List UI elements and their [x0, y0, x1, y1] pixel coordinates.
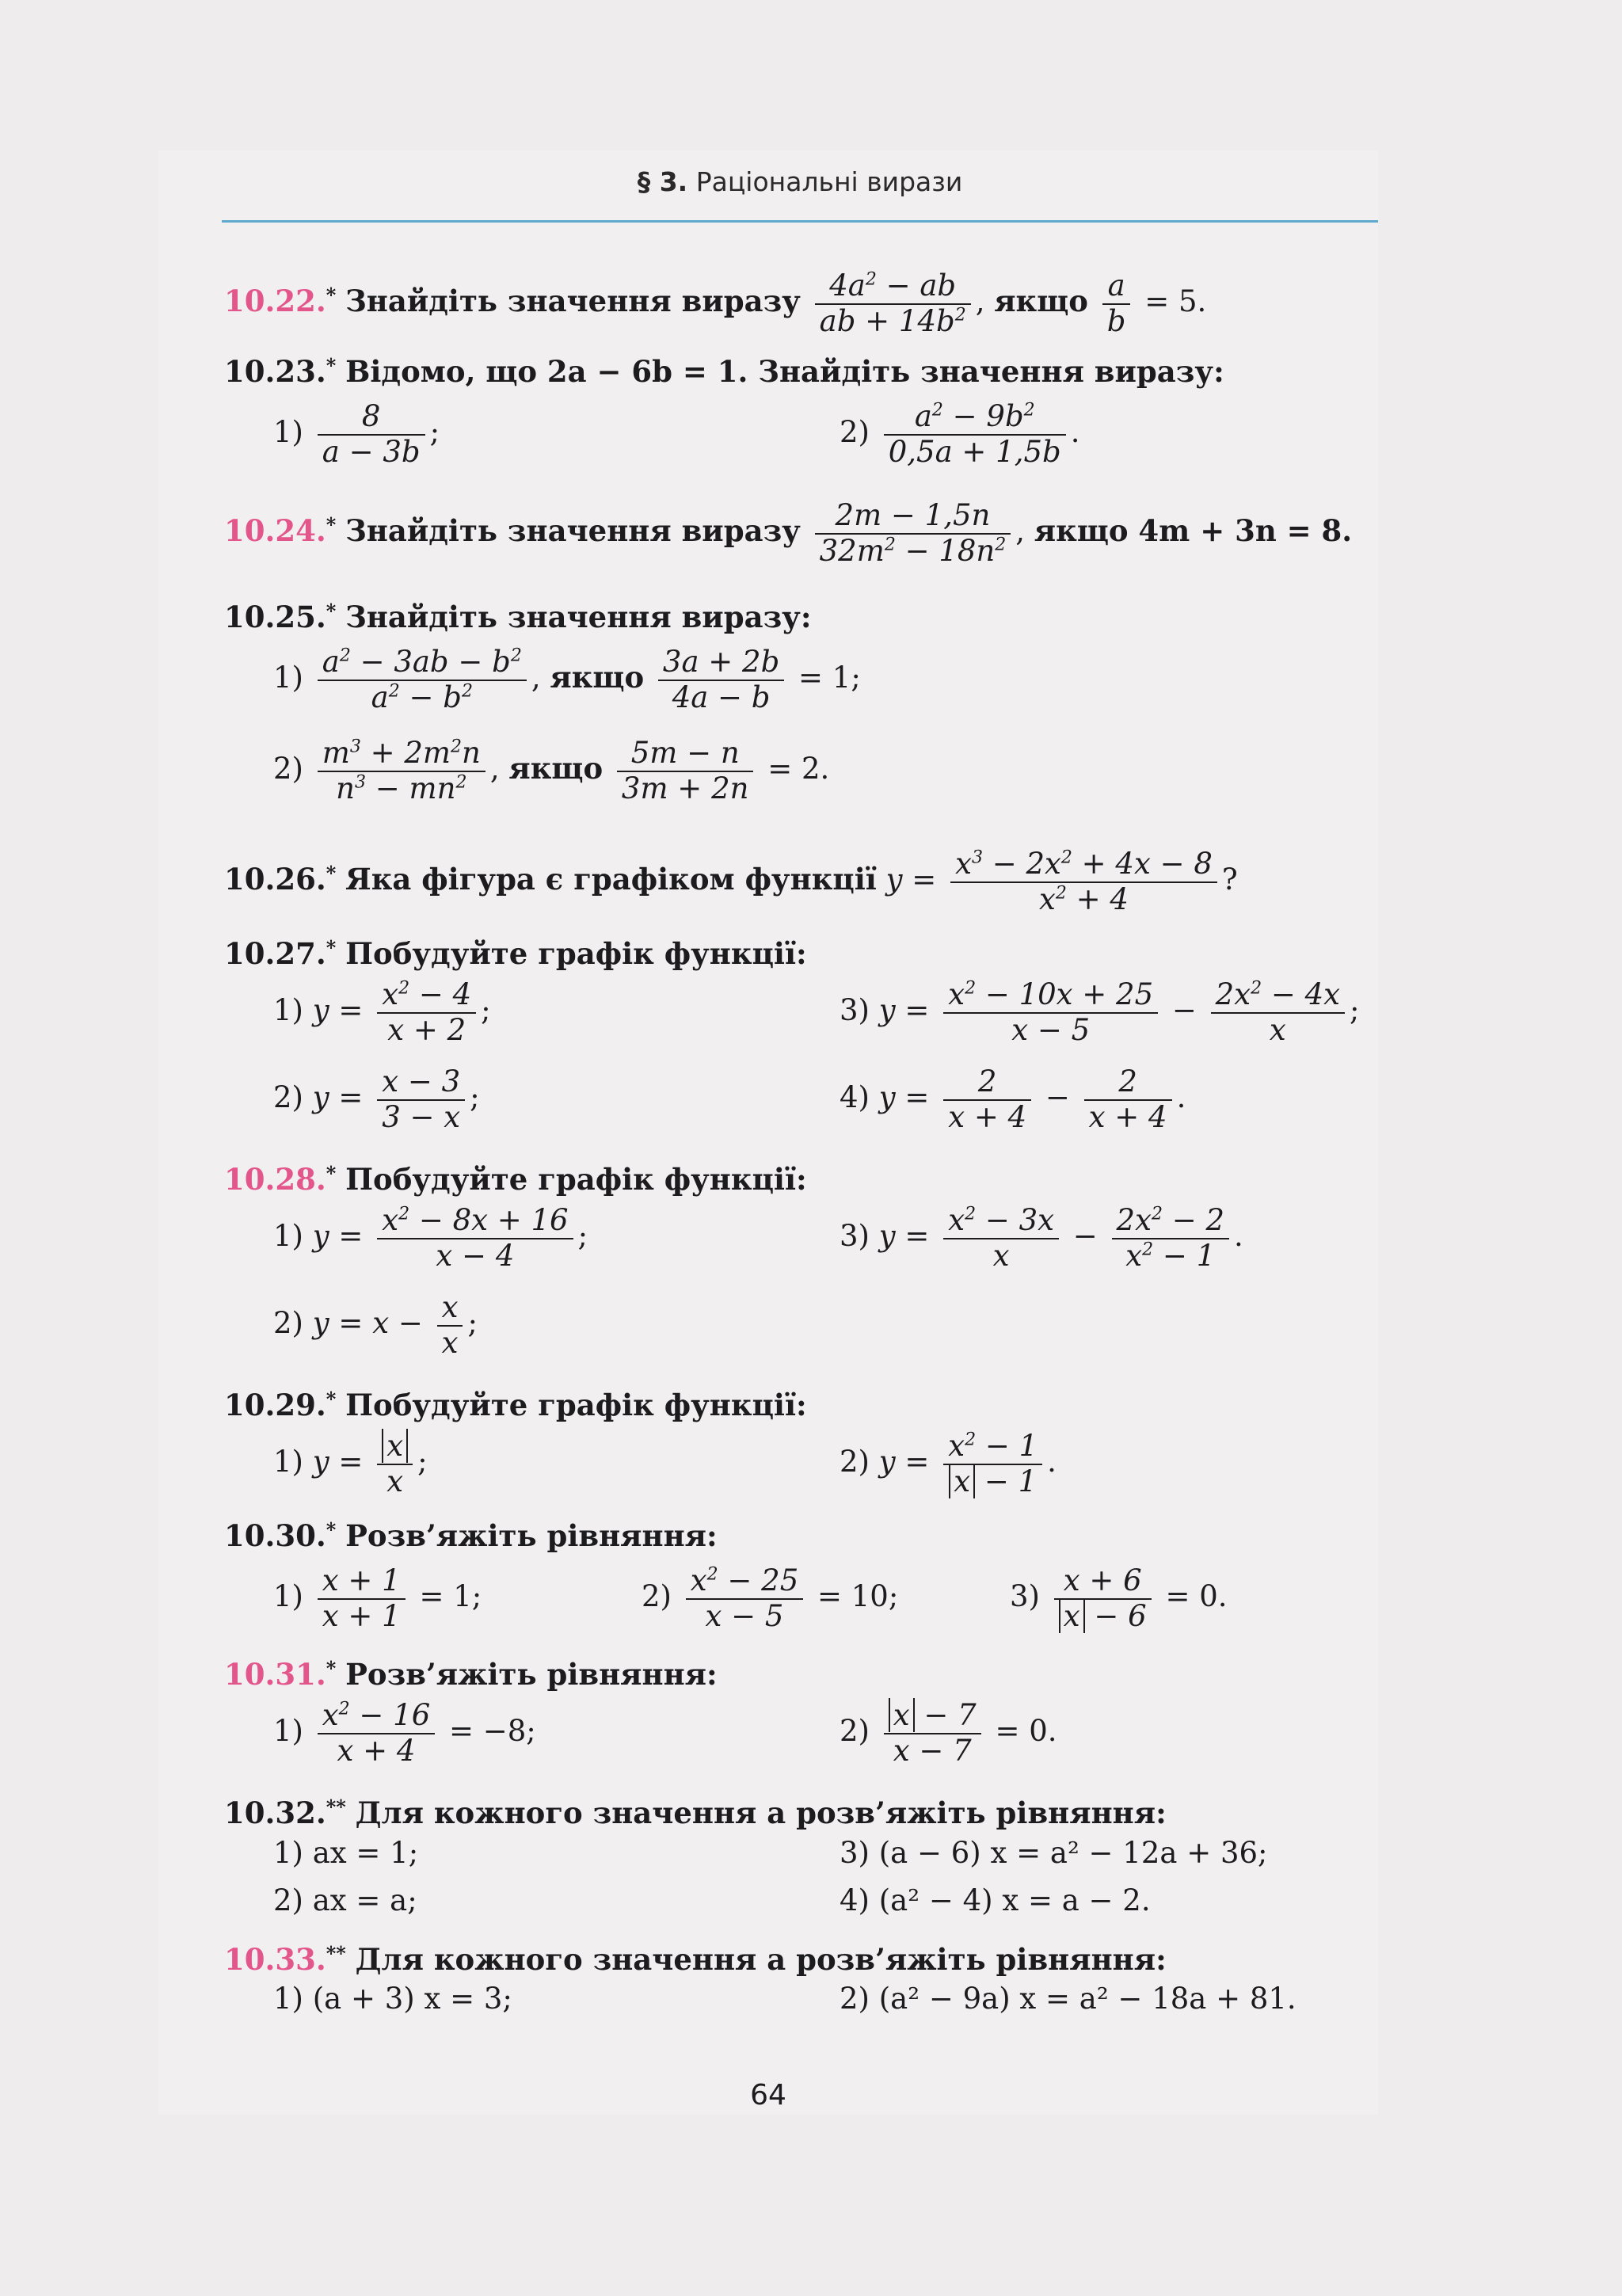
subitem: 2) (a² − 9a) x = a² − 18a + 81.: [840, 1982, 1296, 2016]
subitem: 1) y = $\frac{x}{x}$ ;: [273, 1429, 428, 1498]
page-header: [222, 166, 1378, 214]
exercise-10-33: 10.33.** Для кожного значення a розв’яжіть рівняння:: [224, 1942, 1167, 1977]
page-number: 64: [750, 2079, 786, 2111]
subitem: 4) (a² − 4) x = a − 2.: [840, 1883, 1151, 1917]
exercise-number: 10.22.: [224, 284, 326, 319]
subitem: 1) $\frac{8}{a - 3b}$ ;: [273, 399, 440, 469]
subitem: 3) (a − 6) x = a² − 12a + 36;: [840, 1836, 1268, 1870]
subitem: 4) y = $\frac{2}{x + 4}$ − $\frac{2}{x + 4}$ .: [840, 1064, 1186, 1134]
subitem: 1) $\frac{x + 1}{x + 1}$ = 1;: [273, 1563, 482, 1633]
subitem: 3) y = $\frac{x^2 - 3x}{x}$ − $\frac{2x^2 - 2}{x^2 - 1}$ .: [840, 1203, 1243, 1273]
exercise-10-22: 10.22.* Знайдіть значення виразу $\frac{4a^2 - ab}{ab + 14b^2}$ , якщо $\frac{a}{b}$ = 5.: [224, 268, 1207, 338]
exercise-text: Знайдіть значення виразу: [345, 284, 801, 319]
subitem: 2) $\frac{a^2 - 9b^2}{0,5a + 1,5b}$ .: [840, 399, 1080, 469]
section-title: Раціональні вирази: [695, 166, 963, 197]
subitem: 3) $\frac{x + 6}{x - 6}$ = 0.: [1010, 1563, 1228, 1633]
subitem: 1) y = $\frac{x^2 - 8x + 16}{x - 4}$ ;: [273, 1203, 588, 1273]
exercise-10-32: 10.32.** Для кожного значення a розв’яжіть рівняння:: [224, 1795, 1167, 1830]
subitem: 1) ax = 1;: [273, 1836, 419, 1870]
subitem: 1) $\frac{a^2 - 3ab - b^2}{a^2 - b^2}$ , якщо $\frac{3a + 2b}{4a - b}$ = 1;: [273, 645, 861, 714]
exercise-10-28: 10.28.* Побудуйте графік функції:: [224, 1162, 807, 1197]
exercise-10-26: 10.26.* Яка фігура є графіком функції y = $\frac{x^3 - 2x^2 + 4x - 8}{x^2 + 4}$ ?: [224, 847, 1238, 916]
subitem: 2) $\frac{x^2 - 25}{x - 5}$ = 10;: [642, 1563, 899, 1633]
exercise-10-30: 10.30.* Розв’яжіть рівняння:: [224, 1518, 718, 1553]
subitem: 1) $\frac{x^2 - 16}{x + 4}$ = −8;: [273, 1698, 536, 1768]
exercise-text: Відомо, що 2a − 6b = 1. Знайдіть значення виразу:: [345, 354, 1224, 389]
subitem: 3) y = $\frac{x^2 - 10x + 25}{x - 5}$ − $\frac{2x^2 - 4x}{x}$ ;: [840, 977, 1360, 1047]
subitem: 2) ax = a;: [273, 1883, 417, 1917]
subitem: 1) y = $\frac{x^2 - 4}{x + 2}$ ;: [273, 977, 491, 1047]
header-rule: [222, 220, 1378, 223]
subitem: 1) (a + 3) x = 3;: [273, 1982, 512, 2016]
fraction: $\frac{4a^2 - ab}{ab + 14b^2}$: [815, 269, 971, 338]
subitem: 2) $\frac{x - 7}{x - 7}$ = 0.: [840, 1698, 1057, 1768]
subitem: 2) $\frac{m^3 + 2m^2n}{n^3 - mn^2}$ , якщо $\frac{5m - n}{3m + 2n}$ = 2.: [273, 736, 830, 805]
exercise-10-31: 10.31.* Розв’яжіть рівняння:: [224, 1657, 718, 1692]
exercise-10-24: 10.24.* Знайдіть значення виразу $\frac{2m - 1,5n}{32m^2 - 18n^2}$ , якщо 4m + 3n = 8.: [224, 498, 1353, 568]
textbook-page: [158, 150, 1378, 2115]
exercise-10-23: 10.23.* Відомо, що 2a − 6b = 1. Знайдіть значення виразу:: [224, 354, 1224, 389]
subitem: 2) y = $\frac{x^2 - 1}{x - 1}$ .: [840, 1429, 1057, 1498]
exercise-10-27: 10.27.* Побудуйте графік функції:: [224, 936, 807, 971]
subitem: 2) y = $\frac{x - 3}{3 - x}$ ;: [273, 1064, 480, 1134]
section-number: § 3.: [637, 166, 688, 197]
exercise-10-25: 10.25.* Знайдіть значення виразу:: [224, 600, 812, 634]
subitem: 2) y = x − $\frac{x}{x}$ ;: [273, 1290, 478, 1360]
exercise-10-29: 10.29.* Побудуйте графік функції:: [224, 1388, 807, 1422]
